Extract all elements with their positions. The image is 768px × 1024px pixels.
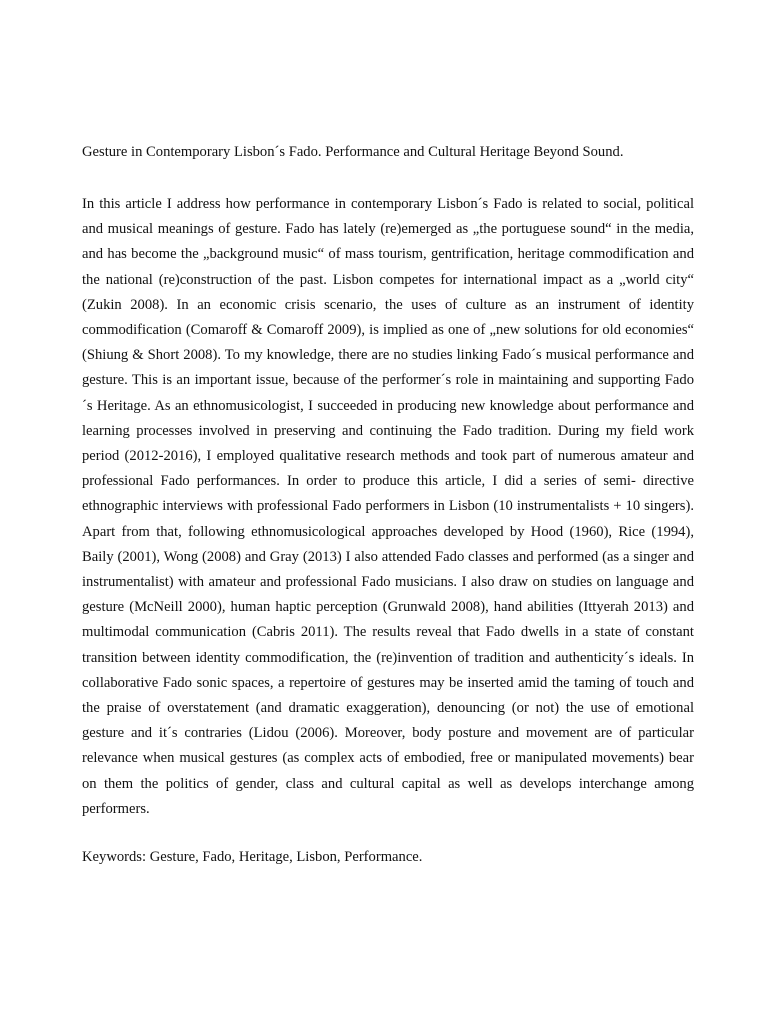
abstract-paragraph: In this article I address how performance in contemporary Lisbon´s Fado is related to social, political and musical meanings of gesture. Fado has lately (re)emerged as „the portuguese sound“ in the media, and has become the „background music“ of mass tourism, gentrification, heritage commodification and the national (re)construction of the past. Lisbon competes for international impact as a „world city“ (Zukin 2008). In an economic crisis scenario, the uses of culture as an instrument of identity commodification (Comaroff & Comaroff 2009), is implied as one of „new solutions for old economies“ (Shiung & Short 2008). To my knowledge, there are no studies linking Fado´s musical performance and gesture. This is an important issue, because of the performer´s role in maintaining and supporting Fado´s Heritage. As an ethnomusicologist, I succeeded in producing new knowledge about performance and learning processes involved in preserving and continuing the Fado tradition. During my field work period (2012-2016), I employed qualitative research methods and took part of numerous amateur and professional Fado performances. In order to produce this article, I did a series of semi- directive ethnographic interviews with professional Fado performers in Lisbon (10 instrumentalists + 10 singers). Apart from that, following ethnomusicological approaches developed by Hood (1960), Rice (1994), Baily (2001), Wong (2008) and Gray (2013) I also attended Fado classes and performed (as a singer and instrumentalist) with amateur and professional Fado musicians. I also draw on studies on language and gesture (McNeill 2000), human haptic perception (Grunwald 2008), hand abilities (Ittyerah 2013) and multimodal communication (Cabris 2011). The results reveal that Fado dwells in a state of constant transition between identity commodification, the (re)invention of tradition and authenticity´s ideals. In collaborative Fado sonic spaces, a repertoire of gestures may be inserted amid the taming of touch and the praise of overstatement (and dramatic exaggeration), denouncing (or not) the use of emotional gesture and it´s contraries (Lidou (2006). Moreover, body posture and movement are of particular relevance when musical gestures (as complex acts of embodied, free or manipulated movements) bear on them the politics of gender, class and cultural capital as well as develops interchange among performers. (82, 196, 694, 817)
document-title: Gesture in Contemporary Lisbon´s Fado. Performance and Cultural Heritage Beyond Sound. (82, 144, 624, 160)
keywords-line: Keywords: Gesture, Fado, Heritage, Lisbon, Performance. (82, 849, 423, 866)
document-body (82, 142, 694, 867)
